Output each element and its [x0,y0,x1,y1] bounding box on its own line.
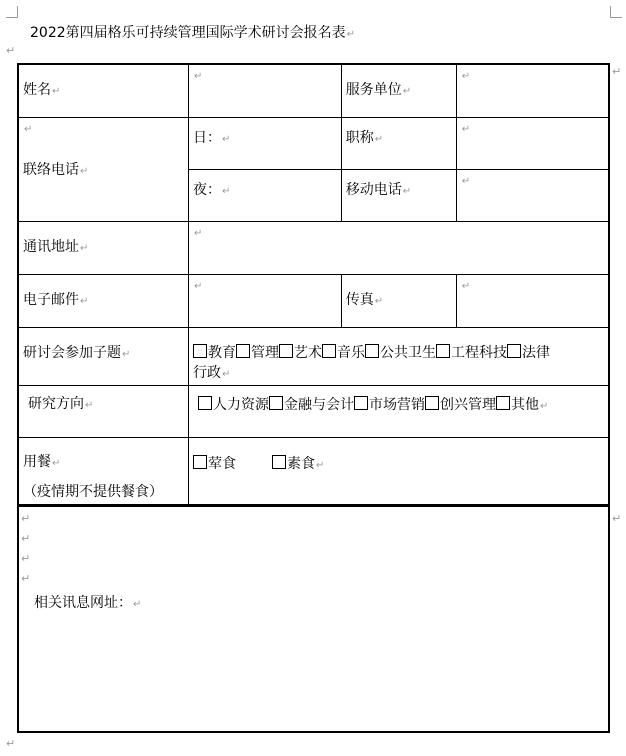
checkbox-icon [269,396,283,410]
checkbox-icon [193,344,207,358]
topic-option-continued: 行政↵ [193,364,231,381]
checkbox-icon [365,344,379,358]
checkbox-icon [198,396,212,410]
address-input[interactable]: ↵ [189,221,610,274]
paragraph-mark-icon: ↵ [21,532,31,545]
paragraph-mark-icon: ↵ [21,512,31,525]
topic-option[interactable]: 音乐 [322,345,365,361]
address-label: 通讯地址↵ [18,221,189,274]
day-phone-input[interactable]: 日：↵ [189,117,342,169]
fax-input[interactable]: ↵ [456,274,609,327]
research-options: 人力资源 金融与会计 市场营销 创兴管理 其他↵ [189,385,610,437]
email-label: 电子邮件↵ [18,274,189,327]
research-label: 研究方向↵ [18,385,189,437]
email-input[interactable]: ↵ [189,274,342,327]
notes-area[interactable] [17,505,610,733]
topic-option[interactable]: 教育 [193,345,236,361]
checkbox-icon [496,396,510,410]
name-input[interactable]: ↵ [189,64,342,117]
research-option[interactable]: 人力资源 [198,397,269,413]
row-email [18,274,609,327]
row-research [18,385,609,437]
topic-option[interactable]: 法律 [507,345,550,361]
checkbox-icon [322,344,336,358]
related-url-label: 相关讯息网址：↵ [34,595,142,611]
checkbox-icon [272,455,286,469]
meal-label: 用餐↵ （疫情期不提供餐食） [18,437,189,505]
row-topics [18,327,609,385]
meal-option-meat[interactable]: 荤食 [193,456,236,472]
checkbox-icon [425,396,439,410]
checkbox-icon [436,344,450,358]
row-meal [18,437,609,505]
organization-label: 服务单位↵ [341,64,456,117]
night-phone-input[interactable]: 夜：↵ [189,169,342,221]
research-option[interactable]: 其他 [496,397,539,413]
meal-option-vegetarian[interactable]: 素食 [272,456,315,472]
checkbox-icon [236,344,250,358]
paragraph-mark-icon: ↵ [612,65,622,78]
checkbox-icon [193,455,207,469]
organization-input[interactable]: ↵ [456,64,609,117]
name-label: 姓名↵ [18,64,189,117]
row-name [18,64,609,117]
corner-mark-top-right [610,6,622,18]
meal-note: （疫情期不提供餐食） [23,483,163,500]
meal-options: 荤食 素食↵ [189,437,610,505]
paragraph-mark-icon: ↵ [346,29,356,40]
topics-label: 研讨会参加子题↵ [18,327,189,385]
corner-mark-top-left [6,6,18,18]
registration-table [17,63,610,506]
form-title: 2022第四届格乐可持续管理国际学术研讨会报名表↵ [30,25,356,41]
topic-option[interactable]: 管理 [236,345,279,361]
paragraph-mark-icon: ↵ [6,737,16,750]
research-option[interactable]: 创兴管理 [425,397,496,413]
title-input[interactable]: ↵ [456,117,609,169]
paragraph-mark-icon: ↵ [6,44,16,57]
topic-option[interactable]: 工程科技 [436,345,507,361]
topics-options [189,327,610,385]
mobile-input[interactable]: ↵ [456,169,609,221]
phone-label: ↵ 联络电话↵ [18,117,189,221]
paragraph-mark-icon: ↵ [21,572,31,585]
topic-option[interactable]: 艺术 [279,345,322,361]
checkbox-icon [354,396,368,410]
row-phone-day [18,117,609,169]
fax-label: 传真↵ [341,274,456,327]
checkbox-icon [279,344,293,358]
paragraph-mark-icon: ↵ [21,552,31,565]
research-option[interactable]: 市场营销 [354,397,425,413]
title-label: 职称↵ [341,117,456,169]
topic-option[interactable]: 公共卫生 [365,345,436,361]
mobile-label: 移动电话↵ [341,169,456,221]
checkbox-icon [507,344,521,358]
row-address [18,221,609,274]
paragraph-mark-icon: ↵ [612,512,622,525]
research-option[interactable]: 金融与会计 [269,397,354,413]
